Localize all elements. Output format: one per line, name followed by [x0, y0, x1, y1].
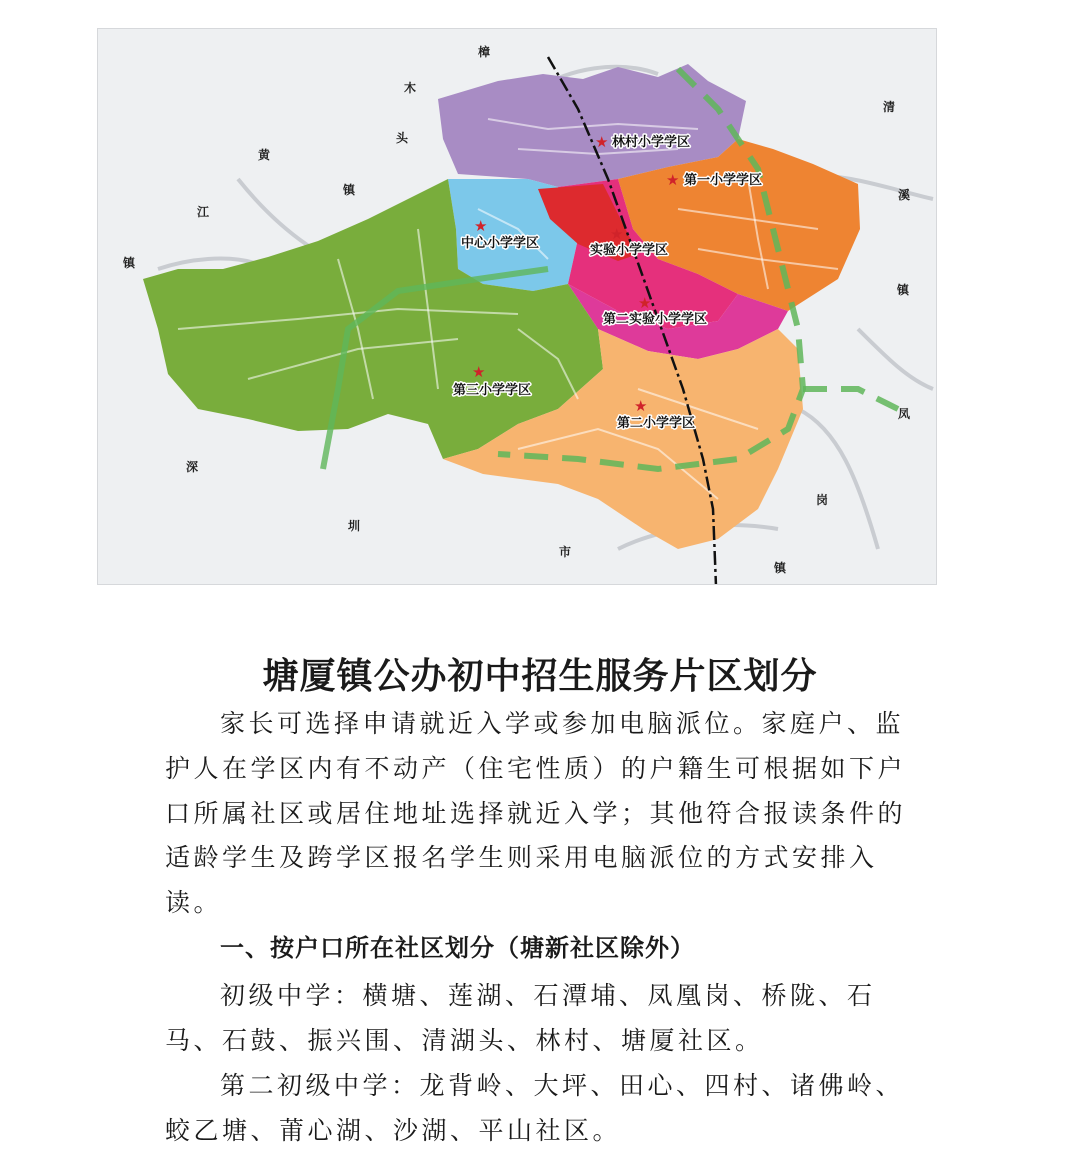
zone-label-lincun: 林村小学学区: [612, 135, 691, 150]
school1-paragraph: 初级中学：横塘、莲湖、石潭埔、凤凰岗、桥陇、石马、石鼓、振兴围、清湖头、林村、塘厦社区。: [165, 981, 876, 1055]
neighbor-huangjiang: [122, 147, 271, 270]
neighbor-char: 镇: [774, 561, 787, 575]
neighbor-char: 头: [396, 131, 409, 145]
zone-label-diyi: 第一小学学区: [684, 173, 763, 188]
intro-paragraph: 家长可选择申请就近入学或参加电脑派位。家庭户、监护人在学区内有不动产（住宅性质）的户籍生可根据如下户口所属社区或居住地址选择就近入学；其他符合报读条件的适龄学生及跨学区报名学生则采用电脑派位的方式安排入读。: [165, 709, 907, 918]
neighbor-char: 镇: [123, 256, 136, 270]
neighbor-char: 圳: [348, 519, 361, 533]
school2-paragraph: 第二初级中学：龙背岭、大坪、田心、四村、诸佛岭、蛟乙塘、莆心湖、沙湖、平山社区。: [165, 1071, 905, 1145]
star-icon: ★: [638, 294, 652, 312]
star-icon: ★: [666, 171, 680, 189]
star-icon: ★: [610, 225, 624, 243]
neighbor-char: 溪: [898, 188, 911, 202]
neighbor-char: 樟: [478, 45, 491, 59]
neighbor-char: 深: [186, 460, 199, 474]
star-icon: ★: [595, 133, 609, 151]
neighbor-char: 镇: [343, 183, 356, 197]
document-title: 塘厦镇公办初中招生服务片区划分: [262, 655, 818, 697]
neighbor-char: 凤: [898, 407, 911, 421]
zone-label-shiyan: 实验小学学区: [590, 243, 669, 258]
neighbor-char: 市: [559, 545, 572, 559]
neighbor-char: 镇: [897, 283, 910, 297]
zone-label-disan: 第三小学学区: [453, 383, 532, 398]
neighbor-qingxi: [883, 99, 910, 297]
zone-label-zhongxin: 中心小学学区: [461, 236, 540, 251]
district-map: [97, 28, 937, 585]
neighbor-fenggang: [773, 407, 910, 575]
neighbor-char: 木: [404, 81, 417, 95]
neighbor-char: 岗: [816, 493, 829, 507]
star-icon: ★: [474, 217, 488, 235]
neighbor-char: 江: [197, 205, 210, 219]
neighbor-char: 黄: [258, 148, 271, 162]
section-heading: 一、按户口所在社区划分（塘新社区除外）: [220, 934, 695, 962]
map-canvas: [98, 29, 937, 585]
star-icon: ★: [472, 363, 486, 381]
zone-label-dier: 第二小学学区: [617, 416, 696, 431]
neighbor-char: 清: [883, 100, 896, 114]
green-dashed-boundary-east: [803, 389, 898, 409]
zone-label-dier-shiyan: 第二实验小学学区: [603, 312, 708, 327]
star-icon: ★: [634, 397, 648, 415]
